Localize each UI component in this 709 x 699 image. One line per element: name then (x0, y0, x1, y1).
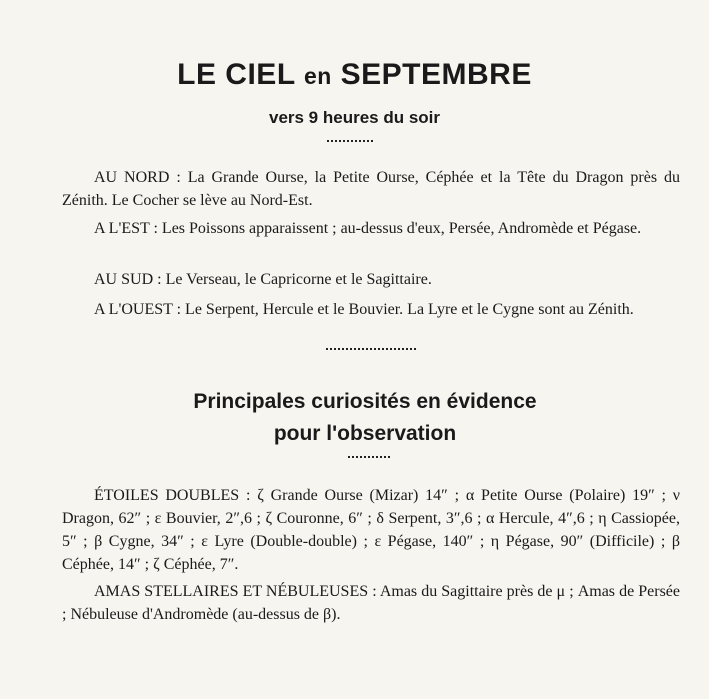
paragraph-double-stars (62, 484, 680, 576)
category-text: : Amas du Sagittaire près de μ ; Amas de Persée ; Nébuleuse d'Andromède (au-dessus de β). (62, 583, 681, 623)
direction-text: : Le Verseau, le Capricorne et le Sagittaire. (153, 271, 432, 288)
direction-text: : Les Poissons apparaissent ; au-dessus d'eux, Persée, Andromède et Pégase. (149, 220, 642, 237)
title-main: LE CIEL (177, 58, 296, 91)
dotted-divider-1 (327, 140, 373, 142)
direction-label: A L'OUEST (94, 301, 173, 318)
paragraph-west (62, 298, 680, 321)
dotted-divider-3 (348, 456, 390, 458)
direction-label: AU NORD (94, 169, 170, 186)
dotted-divider-2 (326, 348, 416, 350)
direction-text: : La Grande Ourse, la Petite Ourse, Céphée et la Tête du Dragon près du Zénith. Le Cocher se lève au Nord-Est. (62, 169, 681, 209)
paragraph-east (62, 217, 680, 240)
paragraph-south (62, 268, 680, 291)
direction-text: : Le Serpent, Hercule et le Bouvier. La Lyre et le Cygne sont au Zénith. (172, 301, 634, 318)
page-title (0, 58, 709, 92)
title-en: en (303, 63, 332, 89)
category-label: AMAS STELLAIRES ET NÉBULEUSES (94, 583, 369, 600)
category-label: ÉTOILES DOUBLES (94, 487, 240, 504)
direction-label: A L'EST (94, 220, 150, 237)
paragraph-clusters (62, 580, 680, 626)
section-heading-line1: Principales curiosités en évidence (193, 390, 537, 413)
direction-label: AU SUD (94, 271, 154, 288)
section-heading-line2: pour l'observation (273, 422, 457, 445)
title-month: SEPTEMBRE (340, 58, 532, 91)
paragraph-north (62, 166, 680, 212)
category-text: : ζ Grande Ourse (Mizar) 14″ ; α Petite Ourse (Polaire) 19″ ; ν Dragon, 62″ ; ε Bouvier, 2″,6 ; ζ Couronne, 6″ ; δ Serpent, 3″,6 ; α Hercule, 4″,6 ; η Cassiopée, 5″ ; β Cygne, 34″ ; ε Lyre (Double-double) ; ε Pégase, 140″ ; η Pégase, 90″ (Difficile) ; β Céphée, 14″ ; ζ Céphée, 7″. (62, 487, 681, 573)
subtitle: vers 9 heures du soir (268, 108, 441, 127)
